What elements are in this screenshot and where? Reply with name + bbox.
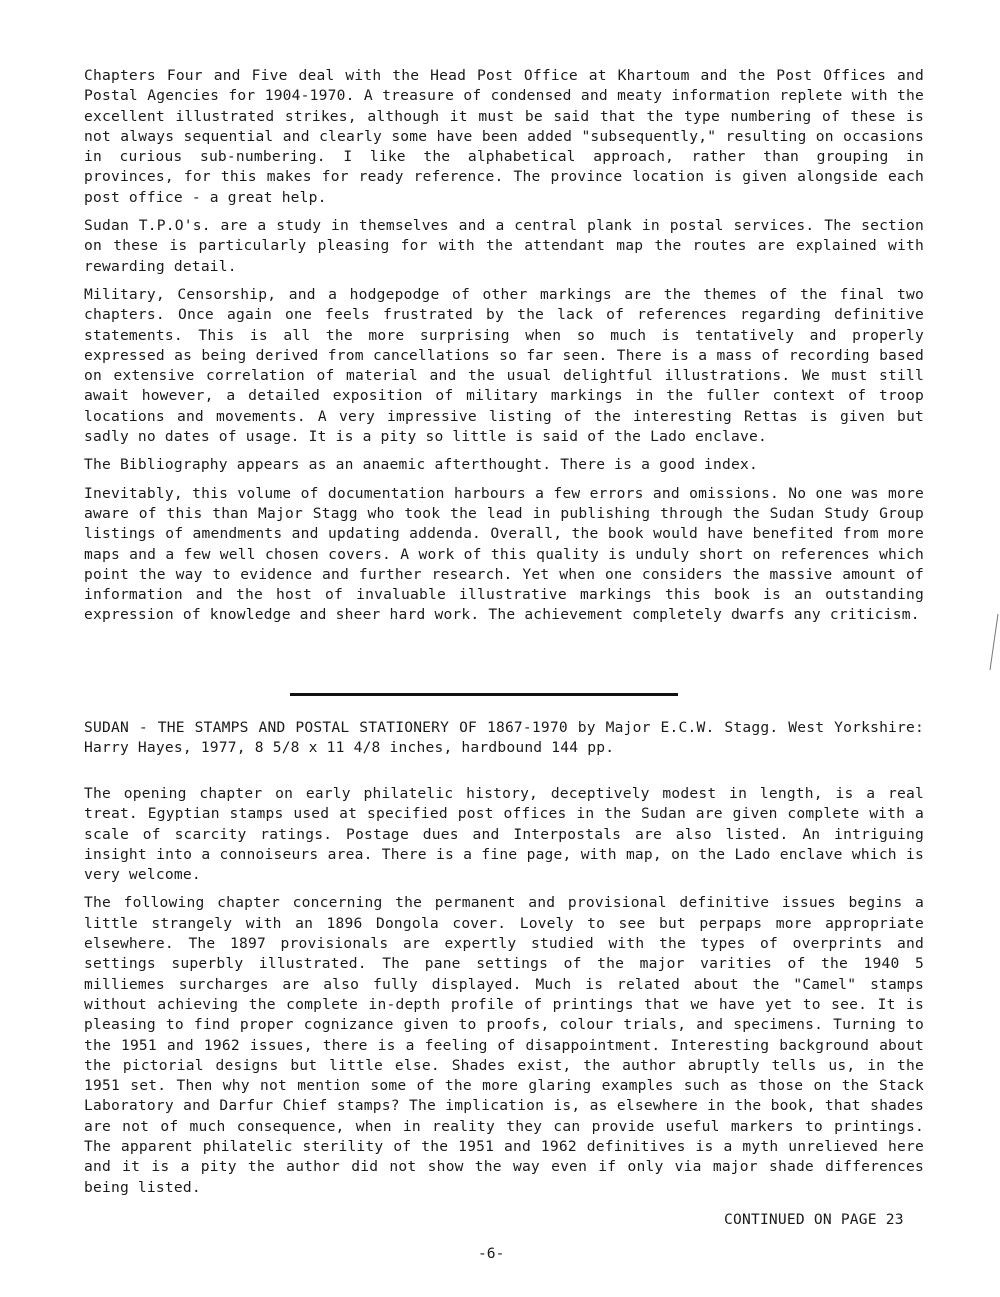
margin-pencil-mark — [986, 612, 1000, 672]
review-continuation — [84, 66, 924, 634]
paragraph-tpo: Sudan T.P.O's. are a study in themselves and a central plank in postal services. The section on these is particularly pleasing for with the attendant map the routes are explained with rewarding detail. — [84, 217, 924, 275]
second-review — [84, 784, 924, 1206]
book-citation: SUDAN - THE STAMPS AND POSTAL STATIONERY OF 1867-1970 by Major E.C.W. Stagg. West Yorkshire: Harry Hayes, 1977, 8 5/8 x 11 4/8 inches, hardbound 144 pp. — [84, 719, 924, 757]
paragraph-military: Military, Censorship, and a hodgepodge of other markings are the themes of the final two chapters. Once again one feels frustrated by the lack of references regarding definitive statements. This is all the more surprising when so much is tentatively and properly expressed as being derived from cancellations so far seen. There is a mass of recording based on extensive correlation of material and the usual delightful illustrations. We must still await however, a detailed exposition of military markings in the fuller context of troop locations and movements. A very impressive listing of the interesting Rettas is given but sadly no dates of usage. It is a pity so little is said of the Lado enclave. — [84, 285, 924, 446]
paragraph-bibliography: The Bibliography appears as an anaemic afterthought. There is a good index. — [84, 456, 758, 474]
paragraph-opening-chapter: The opening chapter on early philatelic history, deceptively modest in length, is a real treat. Egyptian stamps used at specified post offices in the Sudan are given complete with a scale of scarcity ratings. Postage dues and Interpostals are also listed. An intriguing insight into a connoiseurs area. There is a fine page, with map, on the Lado enclave which is very welcome. — [84, 785, 924, 884]
section-divider — [290, 693, 678, 696]
continued-note: CONTINUED ON PAGE 23 — [724, 1211, 904, 1228]
paragraph-conclusion: Inevitably, this volume of documentation harbours a few errors and omissions. No one was more aware of this than Major Stagg who took the lead in publishing through the Sudan Study Group listings of amendments and updating addenda. Overall, the book would have benefited from more maps and a few well chosen covers. A work of this quality is unduly short on references which point the way to evidence and further research. Yet when one considers the massive amount of information and the host of invaluable illustrative markings this book is an outstanding expression of knowledge and sheer hard work. The achievement completely dwarfs any criticism. — [84, 484, 924, 624]
paragraph-following-chapter: The following chapter concerning the permanent and provisional definitive issues begins a little strangely with an 1896 Dongola cover. Lovely to see but perpaps more appropriate elsewhere. The 1897 provisionals are expertly studied with the types of overprints and settings superbly illustrated. The pane settings of the major varities of the 1940 5 milliemes surcharges are also fully displayed. Much is related about the "Camel" stamps without achieving the complete in-depth profile of printings that we have yet to see. It is pleasing to find proper cognizance given to proofs, colour trials, and specimens. Turning to the 1951 and 1962 issues, there is a feeling of disappointment. Interesting background about the pictorial designs but little else. Shades exist, the author abruptly tells us, in the 1951 set. Then why not mention some of the more glaring examples such as those on the Stack Laboratory and Darfur Chief stamps? The implication is, as elsewhere in the book, that shades are not of much consequence, when in reality they can provide useful markers to printings. The apparent philatelic sterility of the 1951 and 1962 definitives is a myth unrelieved here and it is a pity the author did not show the way even if only via major shade differences being listed. — [84, 894, 924, 1196]
paragraph-chapters-four-five: Chapters Four and Five deal with the Head Post Office at Khartoum and the Post Offices and Postal Agencies for 1904-1970. A treasure of condensed and meaty information replete with the excellent illustrated strikes, although it must be said that the type numbering of these is not always sequential and clearly some have been added "subsequently," resulting on occasions in curious sub-numbering. I like the alphabetical approach, rather than grouping in provinces, for this makes for ready reference. The province location is given alongside each post office - a great help. — [84, 67, 924, 206]
page-number: -6- — [478, 1245, 505, 1262]
